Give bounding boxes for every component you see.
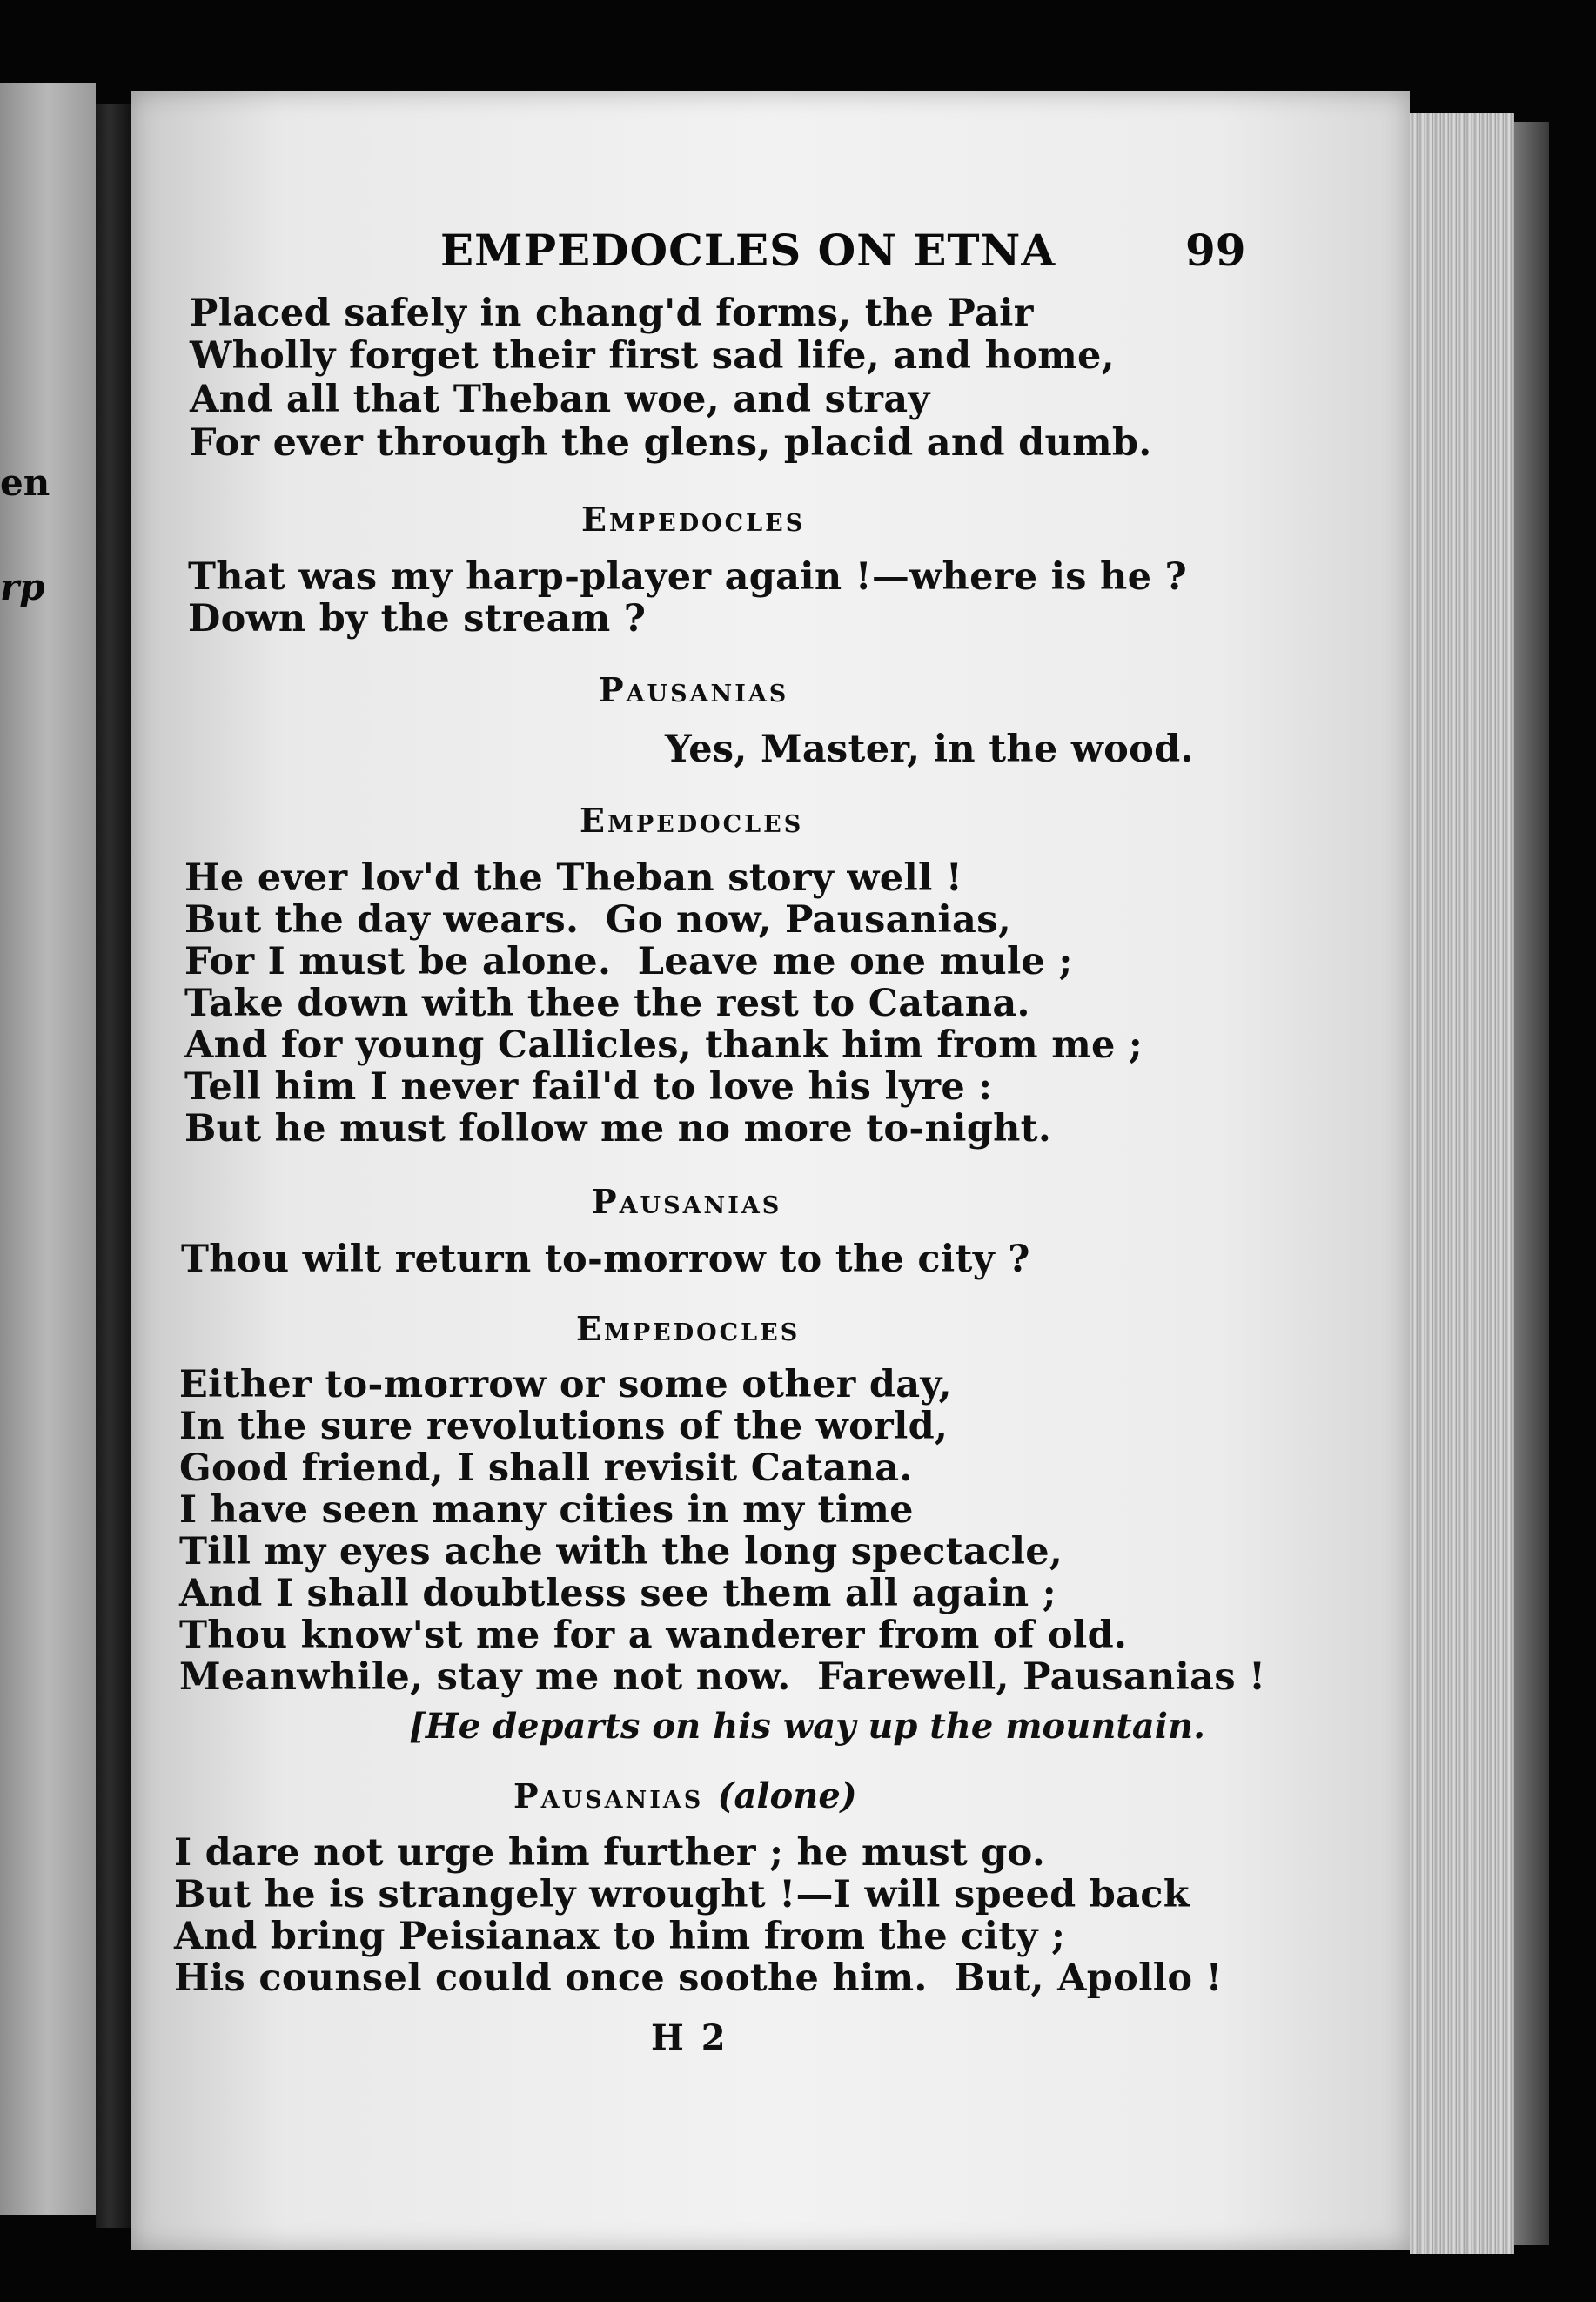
verse-line: And all that Theban woe, and stray	[190, 378, 930, 421]
verse-line: For I must be alone. Leave me one mule ;	[184, 940, 1073, 983]
speaker-name: Pausanias	[513, 1776, 704, 1815]
speaker-heading: Empedocles	[580, 801, 804, 840]
speaker-note: (alone)	[717, 1775, 857, 1816]
book-gutter	[96, 104, 131, 2228]
verse-line: Thou know'st me for a wanderer from of old.	[179, 1614, 1128, 1657]
left-page-fragment: en	[0, 461, 50, 504]
verse-line: Placed safely in chang'd forms, the Pair	[190, 292, 1034, 335]
page-edge-shadow	[1514, 122, 1549, 2245]
verse-line: I dare not urge him further ; he must go.	[174, 1831, 1046, 1875]
stage-direction: [He departs on his way up the mountain.	[409, 1706, 1205, 1747]
verse-line: Yes, Master, in the wood.	[665, 728, 1194, 771]
verse-line: For ever through the glens, placid and dumb.	[190, 421, 1152, 465]
speaker-heading: Pausanias	[592, 1182, 782, 1221]
left-facing-page	[0, 83, 96, 2215]
verse-line: And bring Peisianax to him from the city ;	[174, 1915, 1066, 1958]
verse-line: Wholly forget their first sad life, and home,	[190, 334, 1115, 378]
verse-line: In the sure revolutions of the world,	[179, 1405, 949, 1448]
left-page-fragment: rp	[0, 566, 45, 608]
verse-line: But he must follow me no more to-night.	[184, 1107, 1052, 1151]
verse-line: Meanwhile, stay me not now. Farewell, Pausanias !	[179, 1655, 1266, 1699]
verse-line: And for young Callicles, thank him from me ;	[184, 1023, 1143, 1067]
speaker-heading	[513, 1775, 857, 1816]
speaker-heading: Empedocles	[581, 500, 806, 539]
page-edges	[1410, 113, 1514, 2254]
verse-line: But he is strangely wrought !—I will speed back	[174, 1873, 1190, 1916]
running-title: EMPEDOCLES ON ETNA	[440, 225, 1056, 276]
page-number: 99	[1185, 225, 1246, 276]
verse-line: Either to-morrow or some other day,	[179, 1363, 952, 1406]
verse-line: Thou wilt return to-morrow to the city ?	[181, 1238, 1030, 1281]
verse-line: Tell him I never fail'd to love his lyre :	[184, 1065, 993, 1109]
verse-line: He ever lov'd the Theban story well !	[184, 856, 963, 900]
verse-line: That was my harp-player again !—where is he ?	[188, 555, 1188, 599]
verse-line: And I shall doubtless see them all again ;	[179, 1572, 1056, 1615]
verse-line: Till my eyes ache with the long spectacle,	[179, 1530, 1063, 1574]
signature-mark: H 2	[651, 2017, 728, 2058]
verse-line: Good friend, I shall revisit Catana.	[179, 1446, 913, 1490]
verse-line: His counsel could once soothe him. But, Apollo !	[174, 1956, 1223, 2000]
verse-line: I have seen many cities in my time	[179, 1488, 914, 1532]
speaker-heading: Empedocles	[576, 1309, 801, 1348]
speaker-heading: Pausanias	[599, 670, 789, 709]
verse-line: Take down with thee the rest to Catana.	[184, 982, 1030, 1025]
verse-line: Down by the stream ?	[188, 597, 647, 641]
verse-line: But the day wears. Go now, Pausanias,	[184, 898, 1011, 942]
